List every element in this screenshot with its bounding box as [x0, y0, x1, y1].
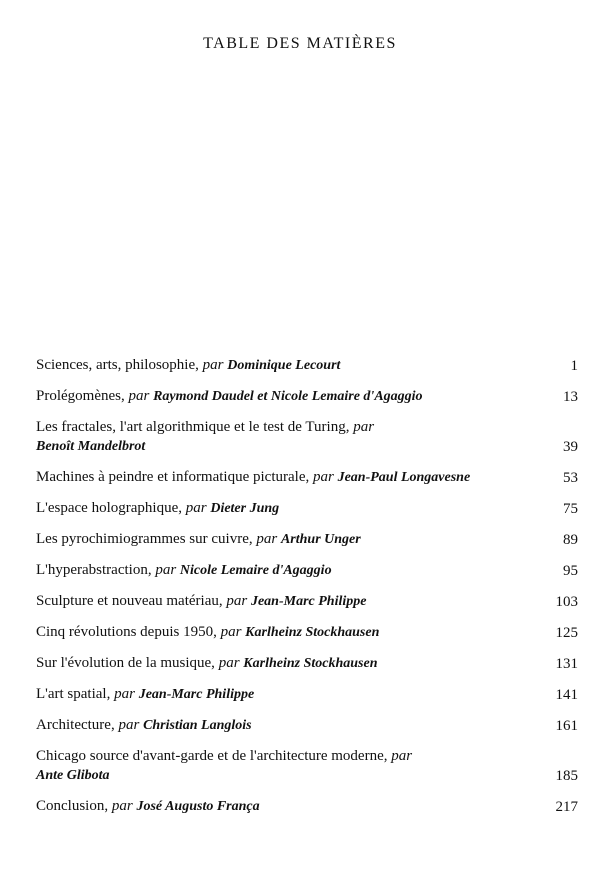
toc-entry-par: par: [218, 655, 240, 671]
toc-entry-par: par: [114, 686, 135, 702]
toc-entry-title: Les fractales, l'art algorithmique et le test de Turing,: [36, 419, 350, 435]
toc-entry-page: 185: [555, 768, 578, 784]
toc-entry-page: 125: [555, 625, 578, 641]
toc-entry-par: par: [118, 717, 140, 733]
toc-entry-par: par: [256, 531, 278, 547]
toc-entry-par: par: [226, 593, 248, 609]
toc-entry-page: 53: [563, 470, 578, 486]
toc-entry-page: 103: [555, 594, 578, 610]
toc-entry-author: Jean-Marc Philippe: [250, 594, 367, 609]
toc-entry-page: 75: [563, 501, 578, 517]
toc-entry-title: Machines à peindre et informatique picturale,: [36, 469, 310, 485]
toc-entry-title: Conclusion,: [36, 798, 109, 814]
toc-entry-page: 1: [570, 358, 578, 374]
toc-entry-par: par: [353, 419, 375, 435]
toc-entry-title: Prolégomènes,: [36, 388, 125, 404]
toc-entry-title: Sur l'évolution de la musique,: [36, 655, 215, 671]
toc-entry-title: Chicago source d'avant-garde et de l'architecture moderne,: [36, 748, 388, 764]
toc-entry: [36, 746, 578, 786]
toc-entry-author: Jean-Marc Philippe: [138, 687, 255, 702]
toc-entry-author: Dominique Lecourt: [227, 358, 341, 373]
toc-entry-author: Karlheinz Stockhausen: [243, 656, 378, 671]
toc-entry-page: 13: [563, 389, 578, 405]
toc-entry: [36, 467, 578, 488]
toc-entry-par: par: [185, 500, 207, 516]
toc-entry: [36, 386, 578, 407]
toc-entry-page: 217: [555, 799, 578, 815]
toc-entry-page: 89: [563, 532, 578, 548]
toc-entry-page: 161: [555, 718, 578, 734]
toc-entry-par: par: [155, 562, 177, 578]
toc-entry-author: Jean-Paul Longavesne: [337, 470, 471, 485]
toc-entry-author: Dieter Jung: [210, 501, 280, 516]
toc-entry: [36, 560, 578, 581]
page-title: TABLE DES MATIÈRES: [203, 35, 397, 52]
toc-entry: [36, 591, 578, 612]
toc-entry-title: Sculpture et nouveau matériau,: [36, 593, 223, 609]
toc-entry-par: par: [312, 469, 334, 485]
toc-entry-author: Christian Langlois: [143, 718, 252, 733]
toc-entry-title: L'espace holographique,: [36, 500, 182, 516]
toc-entry-title: Sciences, arts, philosophie,: [36, 357, 199, 373]
toc-entry: [36, 715, 578, 736]
table-of-contents: [36, 355, 578, 827]
toc-entry-author: Nicole Lemaire d'Agaggio: [179, 563, 332, 578]
toc-entry: [36, 796, 578, 817]
toc-entry-page: 141: [555, 687, 578, 703]
toc-entry-par: par: [391, 748, 413, 764]
toc-entry-author: Karlheinz Stockhausen: [245, 625, 380, 640]
toc-entry-author: Benoît Mandelbrot: [36, 439, 146, 454]
toc-entry: [36, 498, 578, 519]
toc-entry-title: Architecture,: [36, 717, 115, 733]
toc-entry-page: 131: [555, 656, 578, 672]
toc-entry-par: par: [111, 798, 133, 814]
toc-entry-title: Les pyrochimiogrammes sur cuivre,: [36, 531, 253, 547]
toc-entry-par: par: [202, 357, 224, 373]
toc-entry: [36, 355, 578, 376]
toc-entry-title: Cinq révolutions depuis 1950,: [36, 624, 217, 640]
toc-entry: [36, 653, 578, 674]
toc-entry-author: Ante Glibota: [36, 768, 110, 783]
toc-entry-par: par: [128, 388, 150, 404]
toc-entry: [36, 529, 578, 550]
toc-entry-par: par: [220, 624, 242, 640]
toc-entry: [36, 417, 578, 457]
toc-entry-page: 95: [563, 563, 578, 579]
toc-entry-author: Raymond Daudel et Nicole Lemaire d'Agaggio: [153, 389, 423, 404]
toc-entry-author: José Augusto França: [136, 799, 260, 814]
toc-entry: [36, 684, 578, 705]
toc-entry-title: L'hyperabstraction,: [36, 562, 152, 578]
toc-entry-author: Arthur Unger: [280, 532, 361, 547]
toc-entry-title: L'art spatial,: [36, 686, 111, 702]
toc-entry-page: 39: [563, 439, 578, 455]
toc-entry: [36, 622, 578, 643]
